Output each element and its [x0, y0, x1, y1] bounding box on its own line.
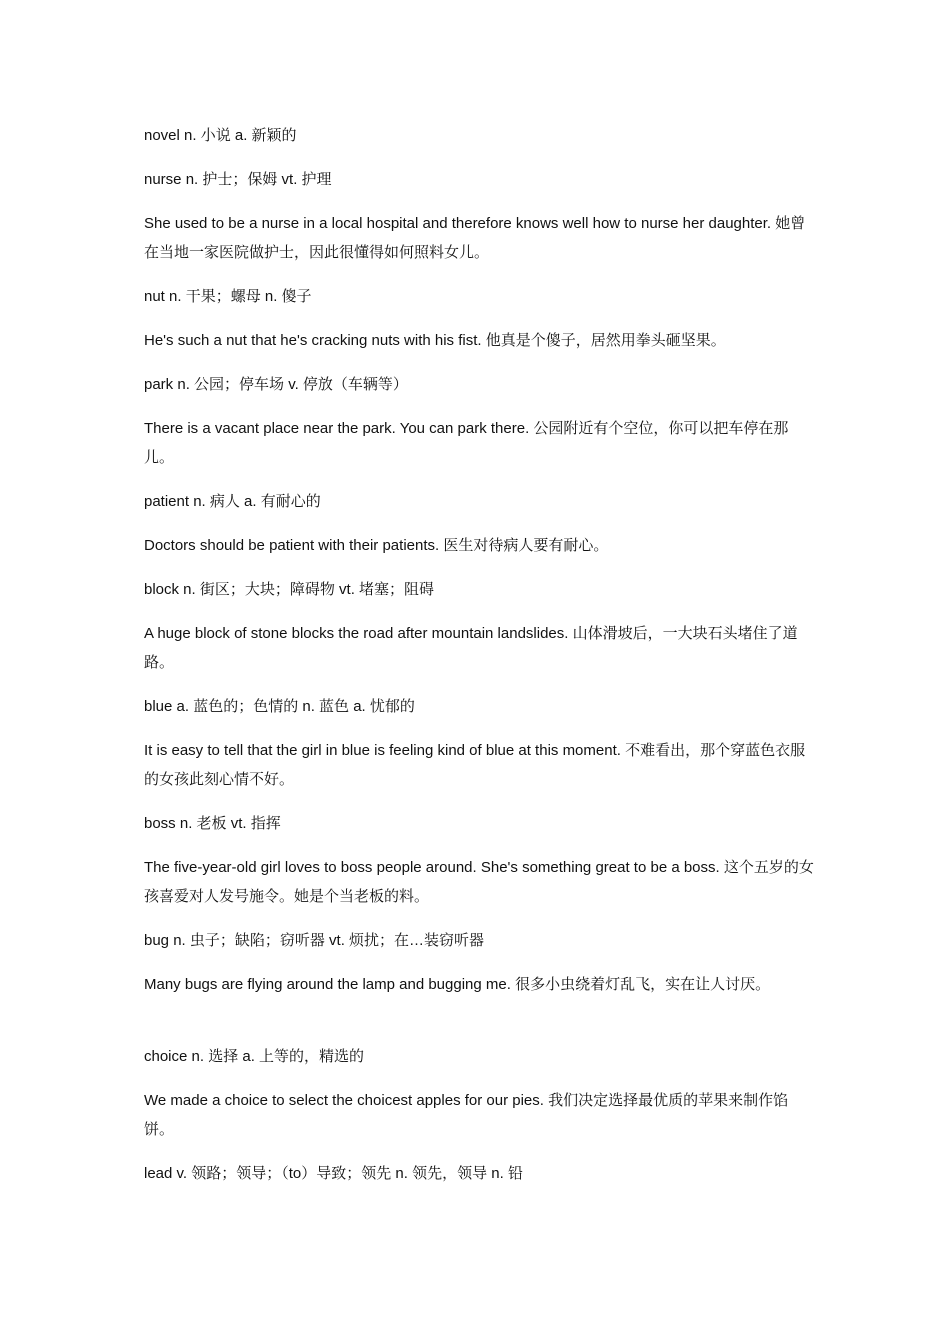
- example-nurse: She used to be a nurse in a local hospital and therefore knows well how to nurse her daughter. 她曾在当地一家医院做护士，因此很懂得如何照料女儿。: [144, 215, 806, 261]
- entry-choice: choice n. 选择 a. 上等的，精选的: [144, 1048, 365, 1065]
- example-patient: Doctors should be patient with their patients. 医生对待病人要有耐心。: [144, 537, 609, 554]
- example-choice: We made a choice to select the choicest apples for our pies. 我们决定选择最优质的苹果来制作馅饼。: [144, 1092, 789, 1138]
- example-park: There is a vacant place near the park. You can park there. 公园附近有个空位，你可以把车停在那儿。: [144, 420, 789, 466]
- entry-boss: boss n. 老板 vt. 指挥: [144, 815, 281, 832]
- entry-nurse: nurse n. 护士；保姆 vt. 护理: [144, 171, 332, 188]
- example-boss: The five-year-old girl loves to boss people around. She's something great to be a boss. 这个五岁的女孩喜爱对人发号施令。她是个当老板的料。: [144, 859, 814, 905]
- entry-bug: bug n. 虫子；缺陷；窃听器 vt. 烦扰；在…装窃听器: [144, 932, 485, 949]
- entry-nut: nut n. 干果；螺母 n. 傻子: [144, 288, 312, 305]
- example-nut: He's such a nut that he's cracking nuts with his fist. 他真是个傻子，居然用拳头砸坚果。: [144, 332, 726, 349]
- example-blue: It is easy to tell that the girl in blue is feeling kind of blue at this moment. 不难看出，那个穿蓝色衣服的女孩此刻心情不好。: [144, 742, 806, 788]
- entry-park: park n. 公园；停车场 v. 停放（车辆等）: [144, 376, 408, 393]
- example-block: A huge block of stone blocks the road after mountain landslides. 山体滑坡后，一大块石头堵住了道路。: [144, 625, 798, 671]
- entry-novel: novel n. 小说 a. 新颖的: [144, 127, 297, 144]
- example-bug: Many bugs are flying around the lamp and bugging me. 很多小虫绕着灯乱飞，实在让人讨厌。: [144, 976, 771, 993]
- entry-patient: patient n. 病人 a. 有耐心的: [144, 493, 321, 510]
- entry-blue: blue a. 蓝色的；色情的 n. 蓝色 a. 忧郁的: [144, 698, 415, 715]
- document-body: [144, 121, 816, 1203]
- entry-lead: lead v. 领路；领导；（to）导致；领先 n. 领先，领导 n. 铅: [144, 1165, 523, 1182]
- entry-block: block n. 街区；大块；障碍物 vt. 堵塞；阻碍: [144, 581, 435, 598]
